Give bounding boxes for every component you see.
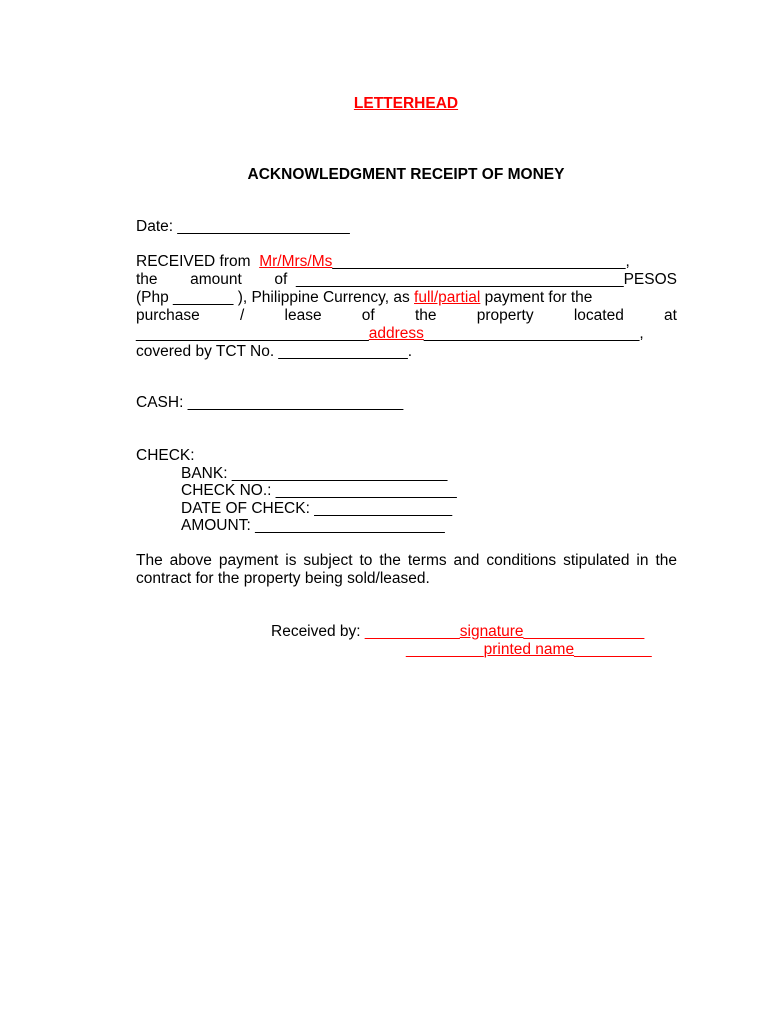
document-title: ACKNOWLEDGMENT RECEIPT OF MONEY (247, 166, 565, 183)
printed-name-blank-b: _________ (574, 641, 652, 658)
printed-name-blank-a: _________ (406, 641, 484, 658)
word-of: of (361, 307, 375, 324)
date-line (136, 218, 350, 236)
received-by-label: Received by: (271, 623, 361, 640)
received-by-line (271, 623, 644, 641)
date-blank: ____________________ (177, 218, 350, 235)
bank-label: BANK: (181, 465, 228, 482)
word-purchase: purchase (136, 307, 200, 324)
date-label: Date: (136, 218, 174, 235)
amount-line (181, 517, 445, 535)
received-line-4 (136, 307, 677, 325)
pesos-word: PESOS (623, 271, 677, 288)
php-currency-text: (Php _______ ), Philippine Currency, as (136, 289, 410, 306)
word-slash: / (239, 307, 245, 324)
received-line-1 (136, 253, 677, 271)
signature-blank-a: ___________ (364, 623, 460, 640)
received-line-2 (136, 271, 677, 289)
letterhead: LETTERHEAD (353, 95, 459, 112)
date-of-check-label: DATE OF CHECK: (181, 500, 310, 517)
terms-paragraph: The above payment is subject to the terms and conditions stipulated in the contract for the property being sold/leased. (136, 552, 677, 587)
received-paragraph (136, 253, 677, 361)
date-of-check-blank: ________________ (314, 500, 453, 517)
word-at: at (664, 307, 677, 324)
amount-label: AMOUNT: (181, 517, 251, 534)
printed-name-placeholder: printed name (483, 641, 575, 658)
bank-blank: _________________________ (231, 465, 448, 482)
check-no-line (181, 482, 457, 500)
check-no-label: CHECK NO.: (181, 482, 272, 499)
address-placeholder: address (368, 325, 424, 342)
address-blank-a: ___________________________ (136, 325, 369, 342)
the-word: the (136, 271, 158, 288)
word-lease: lease (284, 307, 322, 324)
amount-blank-check: ______________________ (255, 517, 445, 534)
cash-label: CASH: (136, 394, 184, 411)
payer-name-placeholder: Mr/Mrs/Ms (259, 253, 333, 270)
signature-blank-b: ______________ (523, 623, 645, 640)
amount-blank: ______________________________________ (295, 271, 624, 288)
payer-name-blank: __________________________________, (332, 253, 630, 270)
received-line-5 (136, 325, 677, 343)
received-line-3 (136, 289, 677, 307)
cash-line (136, 394, 403, 412)
cash-blank: _________________________ (187, 394, 404, 411)
full-partial-placeholder: full/partial (414, 289, 481, 306)
word-located: located (573, 307, 624, 324)
address-blank-b: _________________________, (423, 325, 644, 342)
amount-word: amount (190, 271, 242, 288)
printed-name-line (406, 641, 652, 659)
check-no-blank: _____________________ (275, 482, 457, 499)
date-of-check-line (181, 500, 452, 518)
word-property: property (476, 307, 534, 324)
word-the: the (414, 307, 437, 324)
payment-for-text: payment for the (484, 289, 593, 306)
of-word: of (274, 271, 288, 288)
received-line-6: covered by TCT No. _______________. (136, 343, 413, 360)
bank-line (181, 465, 447, 483)
received-from-label: RECEIVED from (136, 253, 251, 270)
signature-placeholder: signature (459, 623, 524, 640)
check-label: CHECK: (136, 447, 195, 464)
